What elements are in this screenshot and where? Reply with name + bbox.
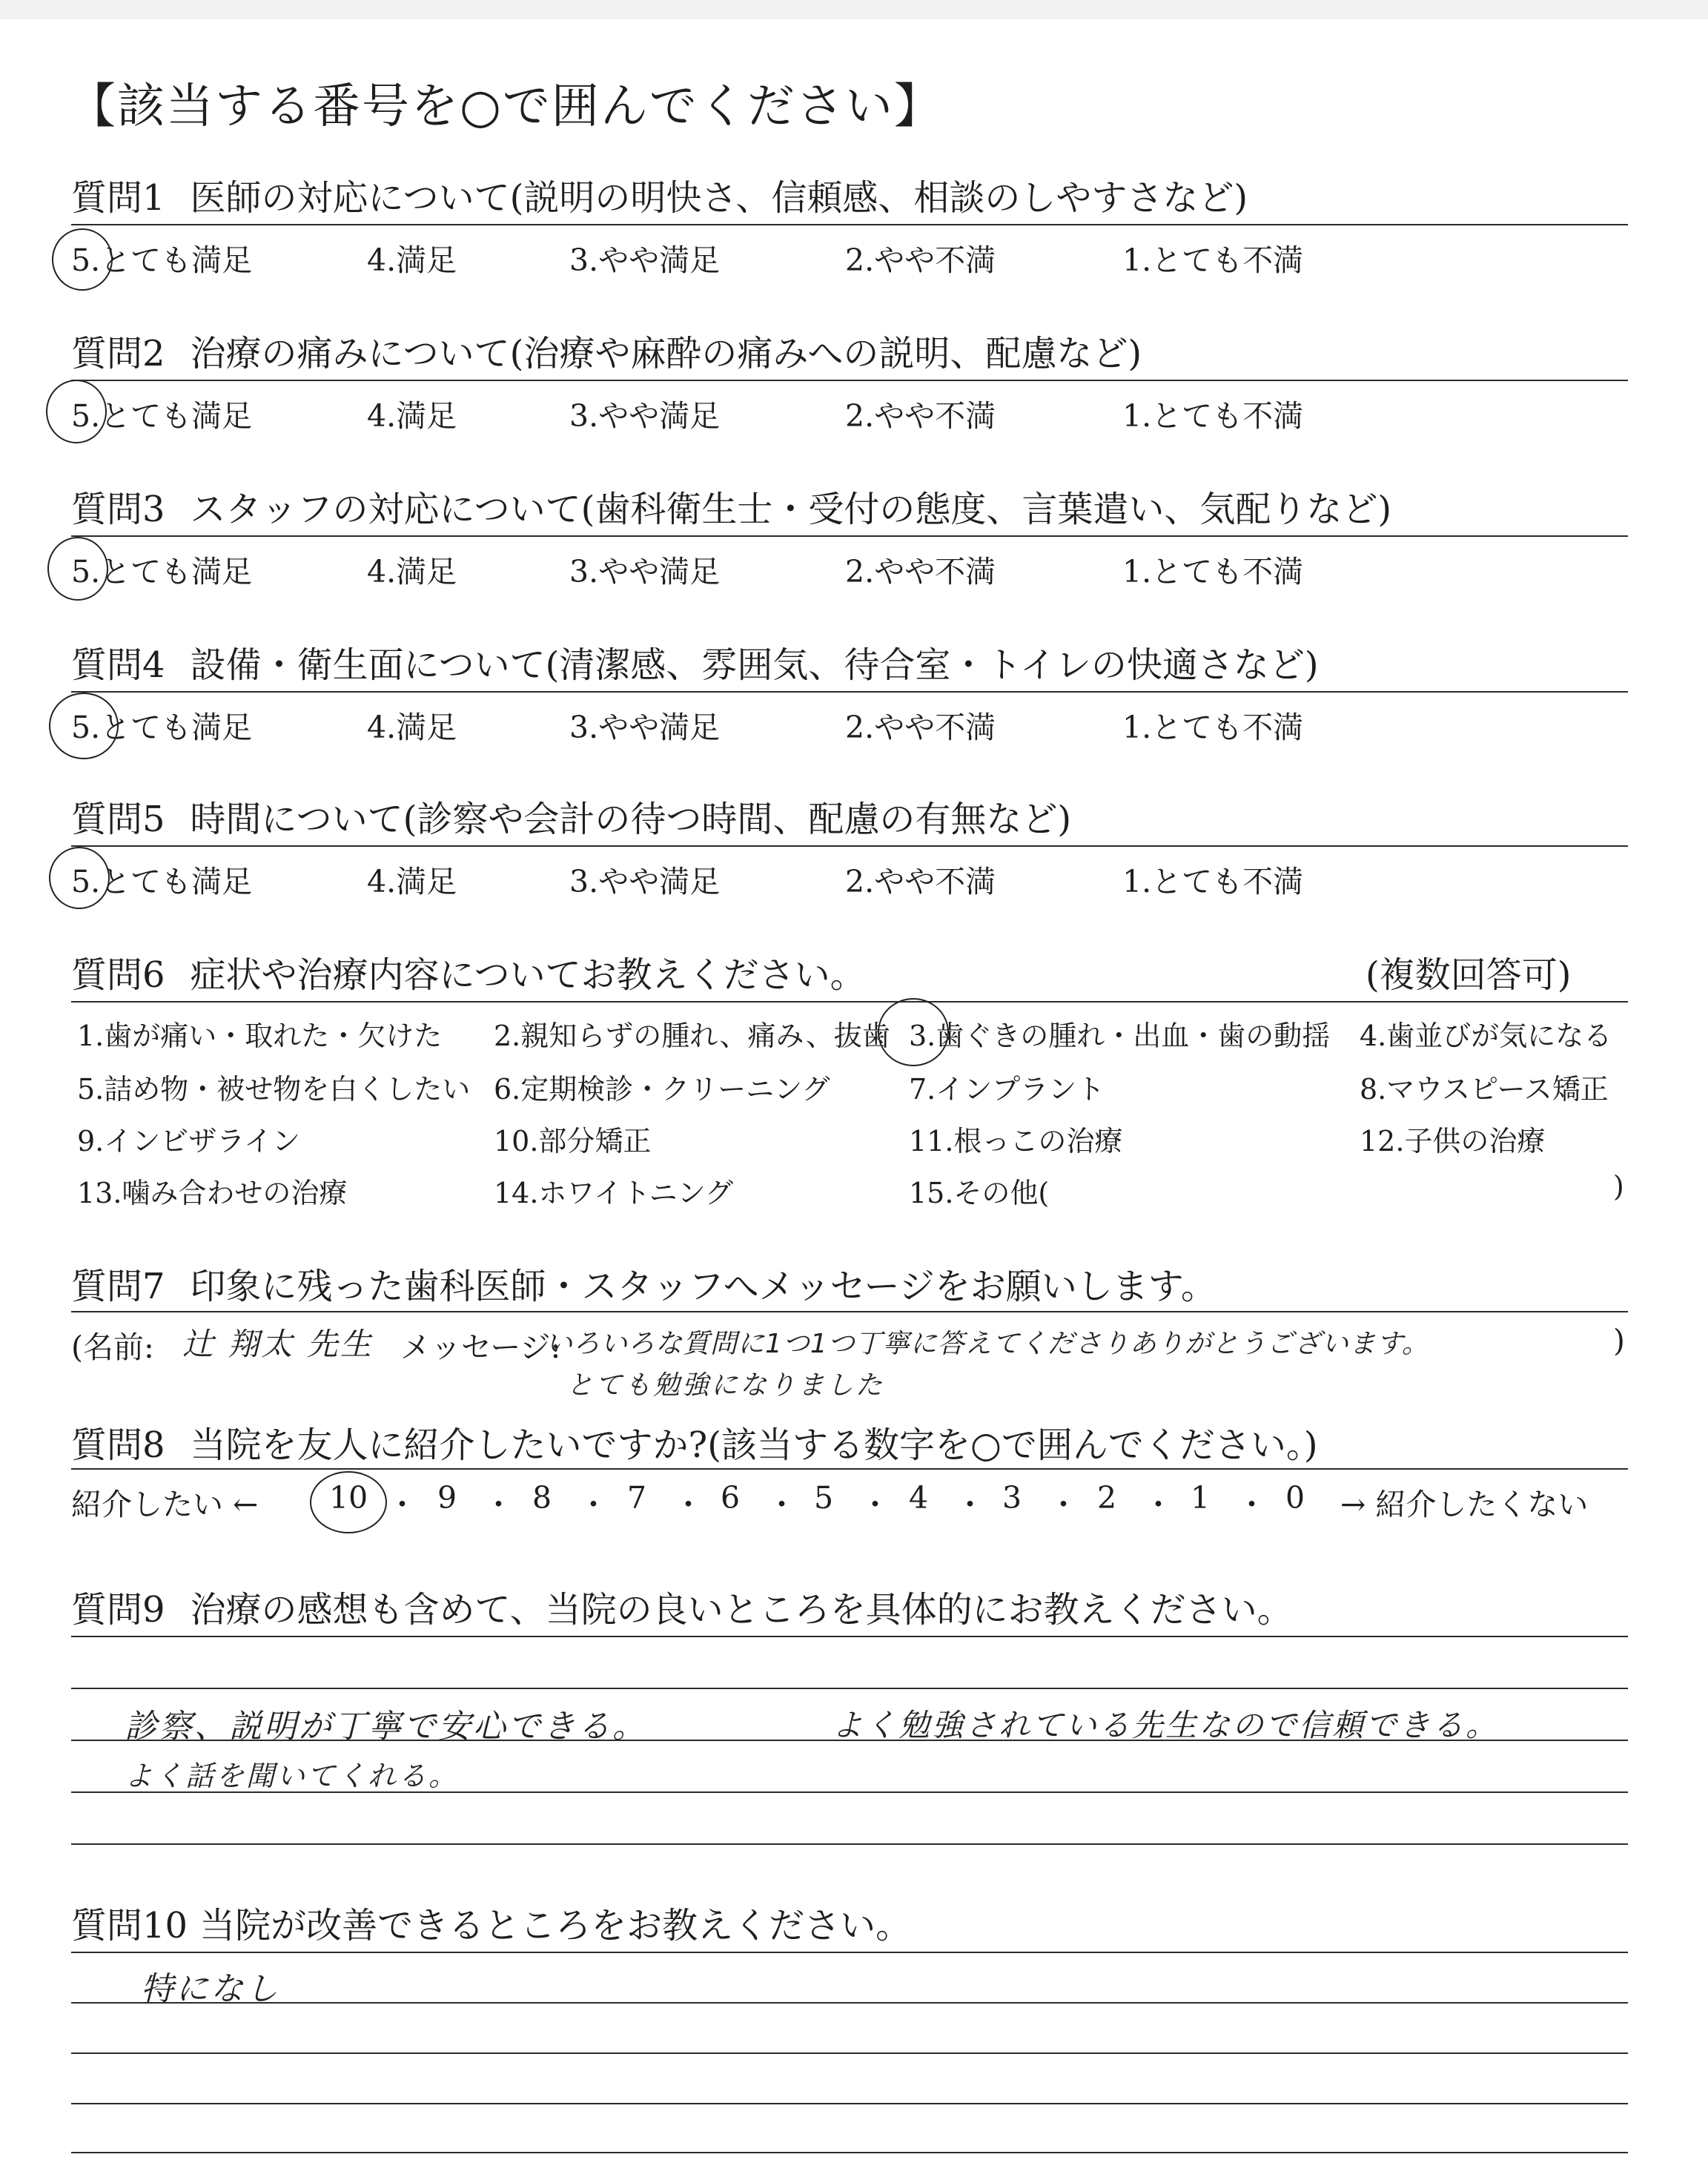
q8-dot: ・ <box>955 1487 985 1522</box>
q2-option-1[interactable]: 1.とても不満 <box>1122 398 1304 434</box>
q8-dot: ・ <box>387 1487 417 1522</box>
q3-selection-circle <box>47 537 108 601</box>
q7-close-paren: ) <box>1613 1323 1625 1358</box>
q1-selection-circle <box>52 228 113 291</box>
q1-option-4[interactable]: 4.満足 <box>367 242 457 278</box>
q8-dot: ・ <box>483 1487 514 1522</box>
q2-option-3[interactable]: 3.やや満足 <box>569 398 721 434</box>
q8-left-label: 紹介したい ← <box>71 1487 259 1522</box>
q6-rule <box>71 1001 1628 1003</box>
q5-option-5[interactable]: 5.とても満足 <box>71 864 253 899</box>
q7-label: 質問7 <box>71 1266 165 1307</box>
q4-option-2[interactable]: 2.やや不満 <box>845 710 996 745</box>
q9-answer-line1b[interactable]: よく勉強されている先生なので信頼できる。 <box>832 1707 1500 1743</box>
q1-rule <box>71 224 1628 225</box>
q8-scale-8[interactable]: 8 <box>532 1480 552 1516</box>
q3-heading <box>71 480 1391 532</box>
q6-option-11[interactable]: 11.根っこの治療 <box>909 1125 1123 1157</box>
q8-scale-4[interactable]: 4 <box>909 1480 929 1516</box>
q6-option-13[interactable]: 13.噛み合わせの治療 <box>77 1177 348 1209</box>
q7-message-line1[interactable]: いろいろな質問に1つ1つ丁寧に答えてくださりありがとうございます。 <box>546 1329 1429 1359</box>
q6-label: 質問6 <box>71 954 165 996</box>
q1-option-2[interactable]: 2.やや不満 <box>845 242 996 278</box>
q4-option-1[interactable]: 1.とても不満 <box>1122 710 1304 745</box>
q8-scale-2[interactable]: 2 <box>1097 1480 1117 1516</box>
q8-scale-1[interactable]: 1 <box>1191 1480 1211 1516</box>
q1-text: 医師の対応について(説明の明快さ、信頼感、相談のしやすさなど) <box>190 177 1248 219</box>
q8-heading <box>71 1416 1318 1467</box>
q5-label: 質問5 <box>71 799 165 840</box>
q6-heading <box>71 946 866 997</box>
q7-message-label: メッセージ: <box>400 1330 561 1365</box>
q5-option-4[interactable]: 4.満足 <box>367 864 457 899</box>
q1-heading <box>71 169 1248 220</box>
q8-scale-5[interactable]: 5 <box>814 1480 834 1516</box>
scan-top-band <box>0 0 1708 19</box>
q6-option-12[interactable]: 12.子供の治療 <box>1360 1125 1546 1157</box>
q2-heading <box>71 325 1142 376</box>
q8-scale-10[interactable]: 10 <box>329 1480 368 1516</box>
q5-text: 時間について(診察や会計の待つ時間、配慮の有無など) <box>190 799 1072 840</box>
q3-rule <box>71 535 1628 537</box>
q7-message-line2[interactable]: とても勉強になりました <box>566 1370 885 1401</box>
q6-option-2[interactable]: 2.親知らずの腫れ、痛み、抜歯 <box>494 1020 890 1052</box>
q10-answer-rule <box>71 1952 1628 1953</box>
q6-text: 症状や治療内容についてお教えください。 <box>190 954 866 996</box>
q8-scale-3[interactable]: 3 <box>1002 1480 1022 1516</box>
q1-option-1[interactable]: 1.とても不満 <box>1122 242 1304 278</box>
q5-option-2[interactable]: 2.やや不満 <box>845 864 996 899</box>
q6-option-10[interactable]: 10.部分矯正 <box>494 1125 652 1157</box>
q3-label: 質問3 <box>71 489 165 530</box>
q4-option-5[interactable]: 5.とても満足 <box>71 710 253 745</box>
q10-answer-rule <box>71 2052 1628 2054</box>
q10-answer[interactable]: 特になし <box>141 1970 280 2008</box>
q7-rule <box>71 1311 1628 1312</box>
q3-text: スタッフの対応について(歯科衛生士・受付の態度、言葉遣い、気配りなど) <box>190 489 1392 530</box>
q2-text: 治療の痛みについて(治療や麻酔の痛みへの説明、配慮など) <box>190 333 1142 374</box>
q4-heading <box>71 636 1319 687</box>
q8-scale-0[interactable]: 0 <box>1285 1480 1305 1516</box>
q4-option-4[interactable]: 4.満足 <box>367 710 457 745</box>
q2-option-5[interactable]: 5.とても満足 <box>71 398 253 434</box>
q8-dot: ・ <box>1048 1487 1079 1522</box>
q5-heading <box>71 790 1071 842</box>
q7-heading <box>71 1258 1217 1309</box>
q6-option-6[interactable]: 6.定期検診・クリーニング <box>494 1073 830 1106</box>
q4-selection-circle <box>49 693 119 759</box>
q3-option-1[interactable]: 1.とても不満 <box>1122 554 1304 589</box>
q7-text: 印象に残った歯科医師・スタッフへメッセージをお願いします。 <box>190 1266 1217 1307</box>
q8-rule <box>71 1468 1628 1470</box>
q9-text: 治療の感想も含めて、当院の良いところを具体的にお教えください。 <box>190 1589 1293 1631</box>
q8-scale-7[interactable]: 7 <box>627 1480 647 1516</box>
q10-text: 当院が改善できるところをお教えください。 <box>199 1905 912 1946</box>
q8-label: 質問8 <box>71 1424 165 1466</box>
q5-rule <box>71 845 1628 847</box>
q1-option-3[interactable]: 3.やや満足 <box>569 242 721 278</box>
q6-option-14[interactable]: 14.ホワイトニング <box>494 1177 734 1209</box>
q8-dot: ・ <box>673 1487 704 1522</box>
q8-dot: ・ <box>578 1487 609 1522</box>
q4-text: 設備・衛生面について(清潔感、雰囲気、待合室・トイレの快適さなど) <box>190 644 1319 686</box>
q2-option-2[interactable]: 2.やや不満 <box>845 398 996 434</box>
q9-answer-rule <box>71 1843 1628 1845</box>
q2-selection-circle <box>46 380 107 443</box>
q9-heading <box>71 1581 1293 1632</box>
q3-option-4[interactable]: 4.満足 <box>367 554 457 589</box>
q3-option-3[interactable]: 3.やや満足 <box>569 554 721 589</box>
q4-option-3[interactable]: 3.やや満足 <box>569 710 721 745</box>
q9-answer-rule <box>71 1688 1628 1689</box>
q5-selection-circle <box>49 847 110 909</box>
q7-name-label: (名前: <box>71 1330 154 1365</box>
q8-selection-circle <box>310 1471 387 1533</box>
q9-answer-line2[interactable]: よく話を聞いてくれる。 <box>125 1760 460 1792</box>
q8-text: 当院を友人に紹介したいですか?(該当する数字を○で囲んでください。) <box>190 1424 1318 1466</box>
q6-option-8[interactable]: 8.マウスピース矯正 <box>1360 1073 1609 1106</box>
q6-option-4[interactable]: 4.歯並びが気になる <box>1360 1020 1612 1052</box>
q10-heading <box>71 1897 911 1948</box>
q2-label: 質問2 <box>71 333 165 374</box>
q6-option-1[interactable]: 1.歯が痛い・取れた・欠けた <box>77 1020 443 1052</box>
q9-label: 質問9 <box>71 1589 165 1631</box>
q3-option-5[interactable]: 5.とても満足 <box>71 554 253 589</box>
q9-answer-line1a[interactable]: 診察、説明が丁寧で安心できる。 <box>125 1708 647 1745</box>
q5-option-1[interactable]: 1.とても不満 <box>1122 864 1304 899</box>
q6-selection-circle <box>878 998 949 1066</box>
q6-option-7[interactable]: 7.インプラント <box>909 1073 1105 1106</box>
q6-option-9[interactable]: 9.インビザライン <box>77 1125 301 1157</box>
q8-scale-6[interactable]: 6 <box>721 1480 741 1516</box>
q8-scale-9[interactable]: 9 <box>437 1480 457 1516</box>
q6-option-15-close: ) <box>1613 1170 1624 1203</box>
q10-answer-rule <box>71 2103 1628 2104</box>
q6-multiple-note: (複数回答可) <box>1366 954 1572 996</box>
q8-dot: ・ <box>1237 1487 1267 1522</box>
q1-option-5[interactable]: 5.とても満足 <box>71 242 253 278</box>
q2-rule <box>71 380 1628 381</box>
q6-option-5[interactable]: 5.詰め物・被せ物を白くしたい <box>77 1073 471 1106</box>
q5-option-3[interactable]: 3.やや満足 <box>569 864 721 899</box>
q3-option-2[interactable]: 2.やや不満 <box>845 554 996 589</box>
q1-label: 質問1 <box>71 177 165 219</box>
q8-dot: ・ <box>767 1487 797 1522</box>
q8-dot: ・ <box>1143 1487 1174 1522</box>
q6-option-15[interactable]: 15.その他( <box>909 1177 1050 1209</box>
q4-rule <box>71 691 1628 693</box>
q6-option-3[interactable]: 3.歯ぐきの腫れ・出血・歯の動揺 <box>909 1020 1331 1052</box>
q7-name-handwritten[interactable]: 辻 翔太 先生 <box>182 1326 374 1362</box>
q8-right-label: → 紹介したくない <box>1340 1487 1589 1522</box>
page-title: 【該当する番号を○で囲んでください】 <box>68 79 943 134</box>
q4-label: 質問4 <box>71 644 165 686</box>
q2-option-4[interactable]: 4.満足 <box>367 398 457 434</box>
q9-answer-rule <box>71 1636 1628 1637</box>
q10-label: 質問10 <box>71 1905 188 1946</box>
q10-answer-rule <box>71 2002 1628 2004</box>
q10-answer-rule <box>71 2152 1628 2153</box>
q8-dot: ・ <box>860 1487 890 1522</box>
